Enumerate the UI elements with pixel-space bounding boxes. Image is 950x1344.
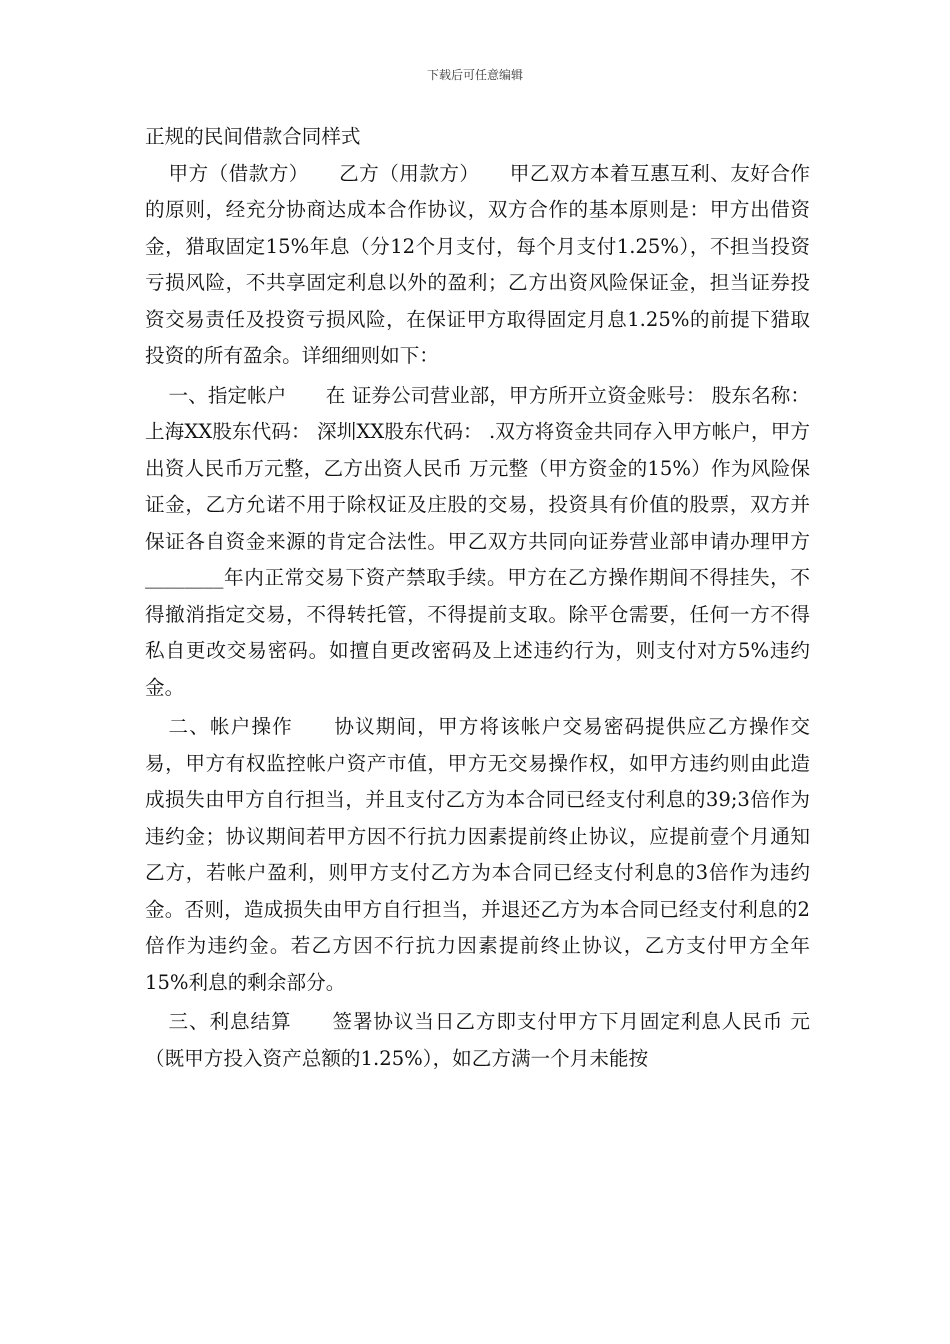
document-title: 正规的民间借款合同样式: [145, 125, 361, 148]
paragraph-intro: 甲方（借款方） 乙方（用款方） 甲乙双方本着互惠互利、友好合作的原则，经充分协商达成本合作协议，双方合作的基本原则是：甲方出借资金，猎取固定15%年息（分12个月支付，每个月支付1.25%），不担当投资亏损风险，不共享固定利息以外的盈利；乙方出资风险保证金，担当证券投资交易责任及投资亏损风险，在保证甲方取得固定月息1.25%的前提下猎取投资的所有盈余。详细细则如下：: [145, 161, 810, 367]
header-note: 下载后可任意编辑: [426, 68, 523, 82]
paragraph-section-2: 二、帐户操作 协议期间，甲方将该帐户交易密码提供应乙方操作交易，甲方有权监控帐户资产市值，甲方无交易操作权，如甲方违约则由此造成损失由甲方自行担当，并且支付乙方为本合同已经支付利息的39;3倍作为违约金；协议期间若甲方因不行抗力因素提前终止协议，应提前壹个月通知乙方，若帐户盈利，则甲方支付乙方为本合同已经支付利息的3倍作为违约金。否则，造成损失由甲方自行担当，并退还乙方为本合同已经支付利息的2倍作为违约金。若乙方因不行抗力因素提前终止协议，乙方支付甲方全年15%利息的剩余部分。: [145, 715, 810, 994]
paragraph-section-3: 三、利息结算 签署协议当日乙方即支付甲方下月固定利息人民币 元（既甲方投入资产总额的1.25%），如乙方满一个月未能按: [145, 1010, 810, 1070]
document-body: [145, 119, 810, 1077]
paragraph-section-1: 一、指定帐户 在 证券公司营业部，甲方所开立资金账号： 股东名称： 上海XX股东代码： 深圳XX股东代码： .双方将资金共同存入甲方帐户，甲方出资人民币万元整，乙方出资人民币 万元整（甲方资金的15%）作为风险保证金，乙方允诺不用于除权证及庄股的交易，投资具有价值的股票，双方并保证各自资金来源的肯定合法性。甲乙双方共同向证券营业部申请办理甲方________年内正常交易下资产禁取手续。甲方在乙方操作期间不得挂失，不得撤消指定交易，不得转托管，不得提前支取。除平仓需要，任何一方不得私自更改交易密码。如擅自更改密码及上述违约行为，则支付对方5%违约金。: [145, 383, 810, 699]
